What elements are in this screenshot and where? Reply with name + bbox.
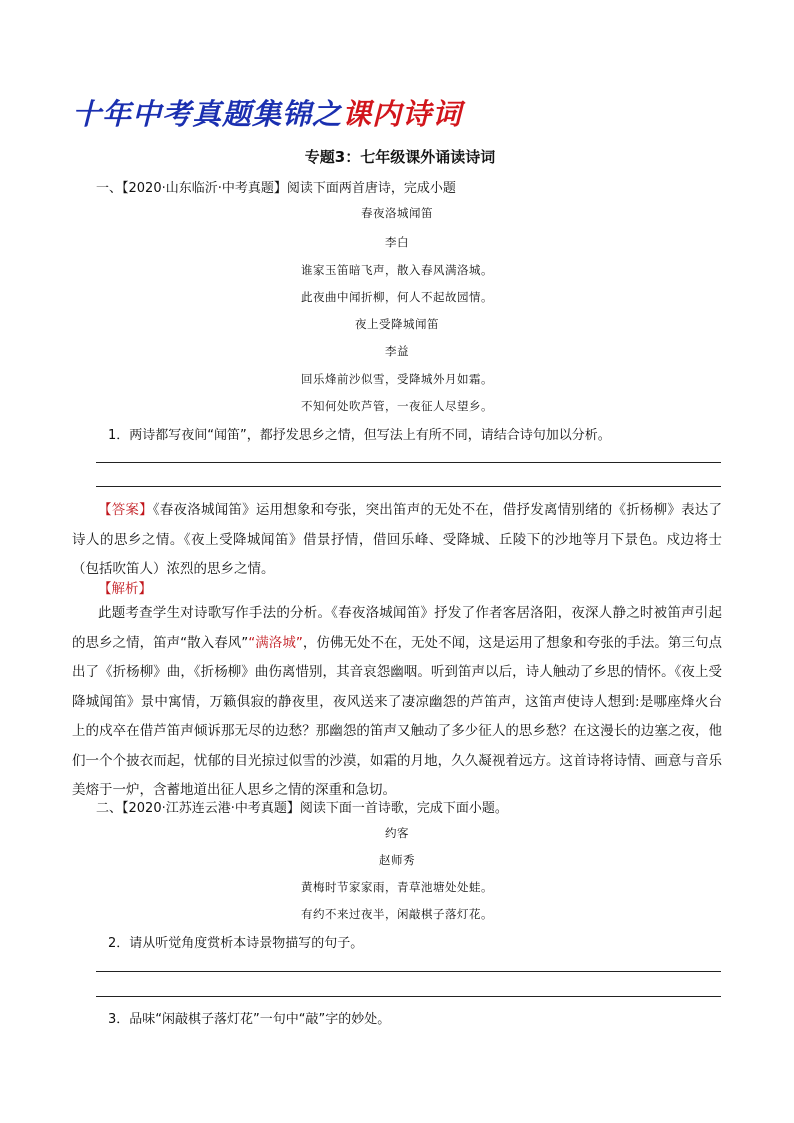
answer-line-3 <box>96 971 721 972</box>
poem1-title: 春夜洛城闻笛 <box>361 206 433 220</box>
poem2-author: 李益 <box>385 344 409 358</box>
answer-line-2 <box>96 486 721 487</box>
poem1-line2: 此夜曲中闻折柳，何人不起故园情。 <box>301 290 493 304</box>
series-banner <box>72 92 462 133</box>
poem3-line2: 有约不来过夜半，闲敲棋子落灯花。 <box>301 907 493 921</box>
poem3-author: 赵师秀 <box>379 853 415 867</box>
analysis-text-2: ，仿佛无处不在，无处不闻，这是运用了想象和夸张的手法。第三句点出了《折杨柳》曲，《折杨柳》曲伤离惜别，其音哀怨幽咽。听到笛声以后，诗人触动了乡思的情怀。《夜上受降城闻笛》景中寓情，万籁俱寂的静夜里，夜风送来了凄凉幽怨的芦笛声，这笛声使诗人想到:是哪座烽火台上的戍卒在借芦笛声倾诉那无尽的边愁？那幽怨的笛声又触动了多少征人的思乡愁？在这漫长的边塞之夜，他们一个个披衣而起，忧郁的目光掠过似雪的沙漠，如霜的月地，久久凝视着远方。这首诗将诗情、画意与音乐美熔于一炉，含蓄地道出征人思乡之情的深重和急切。 <box>72 634 722 798</box>
analysis-block <box>72 599 722 806</box>
poem3-title: 约客 <box>385 826 409 840</box>
analysis-label: 【解析】 <box>98 581 152 597</box>
answer-line-4 <box>96 996 721 997</box>
question-3: 3．品味“闲敲棋子落灯花”一句中“敲”字的妙处。 <box>108 1012 391 1027</box>
banner-part1: 十年中考真题集锦之 <box>72 97 343 131</box>
poem1-line1: 谁家玉笛暗飞声，散入春风满洛城。 <box>301 263 493 277</box>
poem1-author: 李白 <box>385 235 409 249</box>
answer-block <box>72 496 722 585</box>
question-2: 2．请从听觉角度赏析本诗景物描写的句子。 <box>108 936 364 951</box>
page-title: 专题3：七年级课外诵读诗词 <box>304 148 496 166</box>
answer-text: 《春夜洛城闻笛》运用想象和夸张，突出笛声的无处不在，借抒发离情别绪的《折杨柳》表达了诗人的思乡之情。《夜上受降城闻笛》借景抒情，借回乐峰、受降城、丘陵下的沙地等月下景色。戍边将士（包括吹笛人）浓烈的思乡之情。 <box>72 502 723 577</box>
analysis-highlight: “满洛城” <box>248 634 303 651</box>
answer-line-1 <box>96 462 721 463</box>
poem2-line1: 回乐烽前沙似雪，受降城外月如霜。 <box>301 372 493 386</box>
answer-label: 【答案】 <box>98 502 153 518</box>
poem2-title: 夜上受降城闻笛 <box>355 317 439 331</box>
poem3-line1: 黄梅时节家家雨，青草池塘处处蛙。 <box>301 880 493 894</box>
banner-part2: 课内诗词 <box>342 97 463 131</box>
section1-intro: 一、【2020·山东临沂·中考真题】阅读下面两首唐诗，完成小题 <box>96 181 456 196</box>
poem2-line2: 不知何处吹芦管，一夜征人尽望乡。 <box>301 399 493 413</box>
section2-intro: 二、【2020·江苏连云港·中考真题】阅读下面一首诗歌，完成下面小题。 <box>96 801 508 816</box>
question-1: 1．两诗都写夜间“闻笛”，都抒发思乡之情，但写法上有所不同，请结合诗句加以分析。 <box>108 428 611 443</box>
analysis-text-1: 此题考查学生对诗歌写作手法的分析。《春夜洛城闻笛》抒发了作者客居洛阳，夜深人静之时被笛声引起的思乡之情，笛声“散入春风” <box>72 605 722 651</box>
